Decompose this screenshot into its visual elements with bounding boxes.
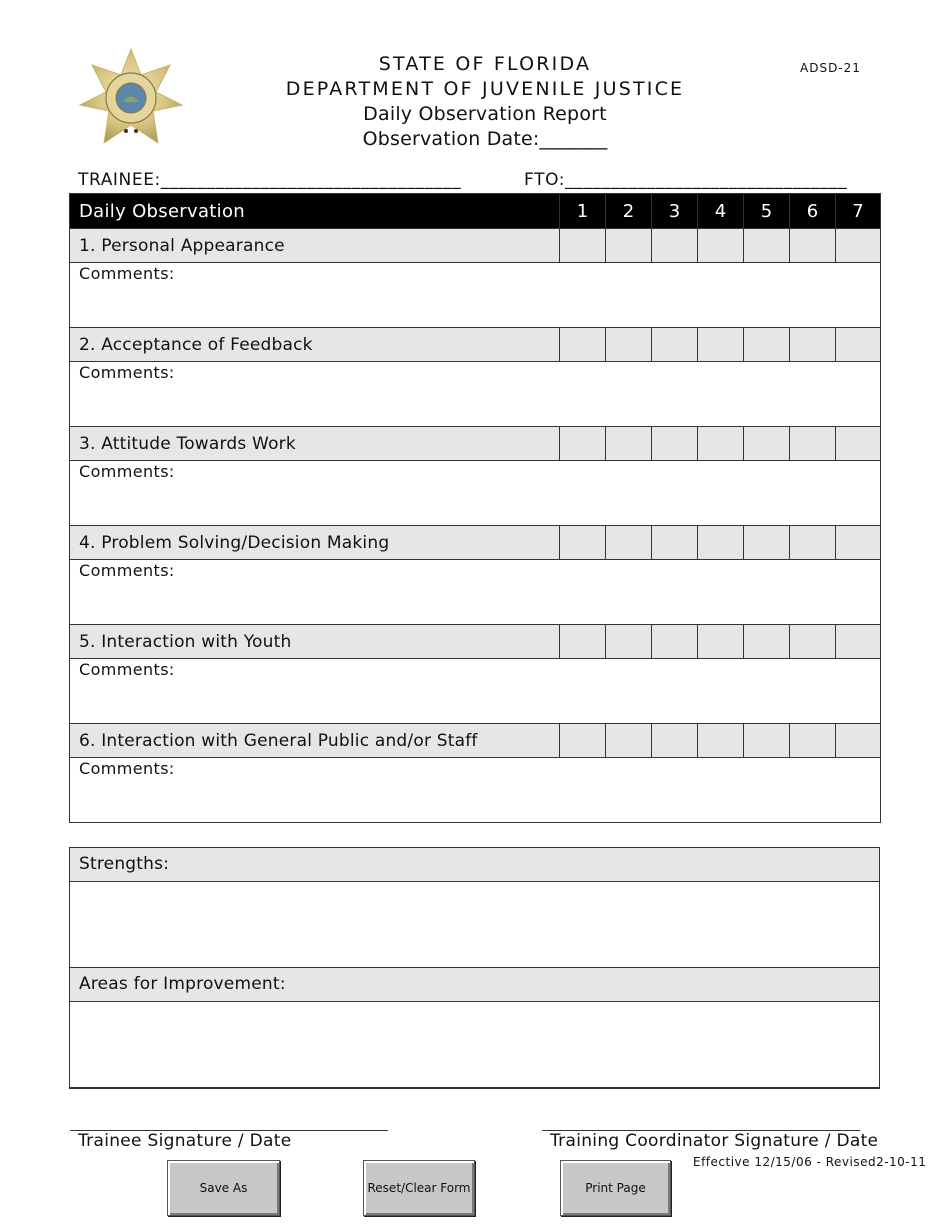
header-department: DEPARTMENT OF JUVENILE JUSTICE	[285, 78, 685, 100]
rating-box[interactable]	[836, 328, 881, 362]
item-row	[70, 526, 881, 560]
rating-box[interactable]	[560, 328, 606, 362]
rating-box[interactable]	[652, 427, 698, 461]
comments-field[interactable]	[70, 560, 881, 625]
item-row	[70, 724, 881, 758]
scale-header: 4	[698, 194, 744, 229]
rating-box[interactable]	[606, 229, 652, 263]
coordinator-signature-label: Training Coordinator Signature / Date	[550, 1131, 879, 1151]
strengths-field[interactable]	[70, 882, 879, 968]
rating-box[interactable]	[606, 526, 652, 560]
comments-row	[70, 362, 881, 427]
rating-box[interactable]	[744, 526, 790, 560]
trainee-field[interactable]: TRAINEE:_________________________________	[78, 170, 462, 190]
rating-box[interactable]	[606, 625, 652, 659]
comments-row	[70, 560, 881, 625]
rating-box[interactable]	[652, 229, 698, 263]
table-title: Daily Observation	[70, 194, 560, 229]
form-code: ADSD-21	[800, 61, 861, 75]
comments-label: Comments:	[79, 759, 175, 778]
rating-box[interactable]	[560, 526, 606, 560]
observation-date: Observation Date:_______	[362, 128, 608, 150]
fto-field[interactable]: FTO:_______________________________	[524, 170, 848, 190]
rating-box[interactable]	[836, 625, 881, 659]
rating-box[interactable]	[652, 526, 698, 560]
form-header	[200, 52, 770, 152]
rating-box[interactable]	[652, 724, 698, 758]
comments-row	[70, 758, 881, 823]
scale-header: 6	[790, 194, 836, 229]
comments-field[interactable]	[70, 659, 881, 724]
rating-box[interactable]	[790, 724, 836, 758]
improvement-field[interactable]	[70, 1002, 879, 1087]
rating-box[interactable]	[698, 328, 744, 362]
rating-box[interactable]	[606, 724, 652, 758]
reset-clear-button[interactable]: Reset/Clear Form	[363, 1160, 475, 1216]
rating-box[interactable]	[606, 427, 652, 461]
improvement-label: Areas for Improvement:	[70, 968, 879, 1002]
rating-box[interactable]	[560, 427, 606, 461]
rating-box[interactable]	[652, 625, 698, 659]
observation-table	[69, 193, 881, 823]
rating-box[interactable]	[698, 724, 744, 758]
scale-header: 3	[652, 194, 698, 229]
save-as-button[interactable]: Save As	[167, 1160, 280, 1216]
comments-label: Comments:	[79, 561, 175, 580]
comments-row	[70, 659, 881, 724]
rating-box[interactable]	[836, 229, 881, 263]
comments-label: Comments:	[79, 264, 175, 283]
item-row	[70, 427, 881, 461]
rating-box[interactable]	[744, 724, 790, 758]
comments-label: Comments:	[79, 363, 175, 382]
rating-box[interactable]	[606, 328, 652, 362]
comments-row	[70, 263, 881, 328]
rating-box[interactable]	[836, 526, 881, 560]
doj-badge-logo	[78, 47, 184, 151]
effective-date: Effective 12/15/06 - Revised2-10-11	[693, 1155, 927, 1169]
comments-label: Comments:	[79, 660, 175, 679]
rating-box[interactable]	[560, 625, 606, 659]
item-label: 2. Acceptance of Feedback	[70, 328, 560, 362]
scale-header: 5	[744, 194, 790, 229]
rating-box[interactable]	[790, 328, 836, 362]
scale-header: 2	[606, 194, 652, 229]
comments-field[interactable]	[70, 461, 881, 526]
comments-field[interactable]	[70, 362, 881, 427]
rating-box[interactable]	[698, 229, 744, 263]
item-label: 5. Interaction with Youth	[70, 625, 560, 659]
rating-box[interactable]	[790, 427, 836, 461]
comments-label: Comments:	[79, 462, 175, 481]
item-row	[70, 328, 881, 362]
item-label: 4. Problem Solving/Decision Making	[70, 526, 560, 560]
rating-box[interactable]	[744, 427, 790, 461]
print-page-button[interactable]: Print Page	[560, 1160, 671, 1216]
rating-box[interactable]	[698, 526, 744, 560]
rating-box[interactable]	[744, 625, 790, 659]
rating-box[interactable]	[560, 229, 606, 263]
rating-box[interactable]	[790, 625, 836, 659]
item-label: 3. Attitude Towards Work	[70, 427, 560, 461]
scale-header: 1	[560, 194, 606, 229]
rating-box[interactable]	[744, 229, 790, 263]
item-label: 6. Interaction with General Public and/or Staff	[70, 724, 560, 758]
rating-box[interactable]	[836, 427, 881, 461]
header-state: STATE OF FLORIDA	[378, 53, 592, 75]
comments-row	[70, 461, 881, 526]
table-header-row	[70, 194, 881, 229]
rating-box[interactable]	[698, 427, 744, 461]
comments-field[interactable]	[70, 758, 881, 823]
item-label: 1. Personal Appearance	[70, 229, 560, 263]
rating-box[interactable]	[698, 625, 744, 659]
rating-box[interactable]	[744, 328, 790, 362]
notes-box	[69, 847, 880, 1089]
rating-box[interactable]	[790, 229, 836, 263]
rating-box[interactable]	[790, 526, 836, 560]
trainee-signature-label: Trainee Signature / Date	[78, 1131, 292, 1151]
comments-field[interactable]	[70, 263, 881, 328]
rating-box[interactable]	[560, 724, 606, 758]
scale-header: 7	[836, 194, 881, 229]
item-row	[70, 625, 881, 659]
item-row	[70, 229, 881, 263]
strengths-label: Strengths:	[70, 848, 879, 882]
rating-box[interactable]	[836, 724, 881, 758]
report-title: Daily Observation Report	[363, 103, 607, 125]
rating-box[interactable]	[652, 328, 698, 362]
